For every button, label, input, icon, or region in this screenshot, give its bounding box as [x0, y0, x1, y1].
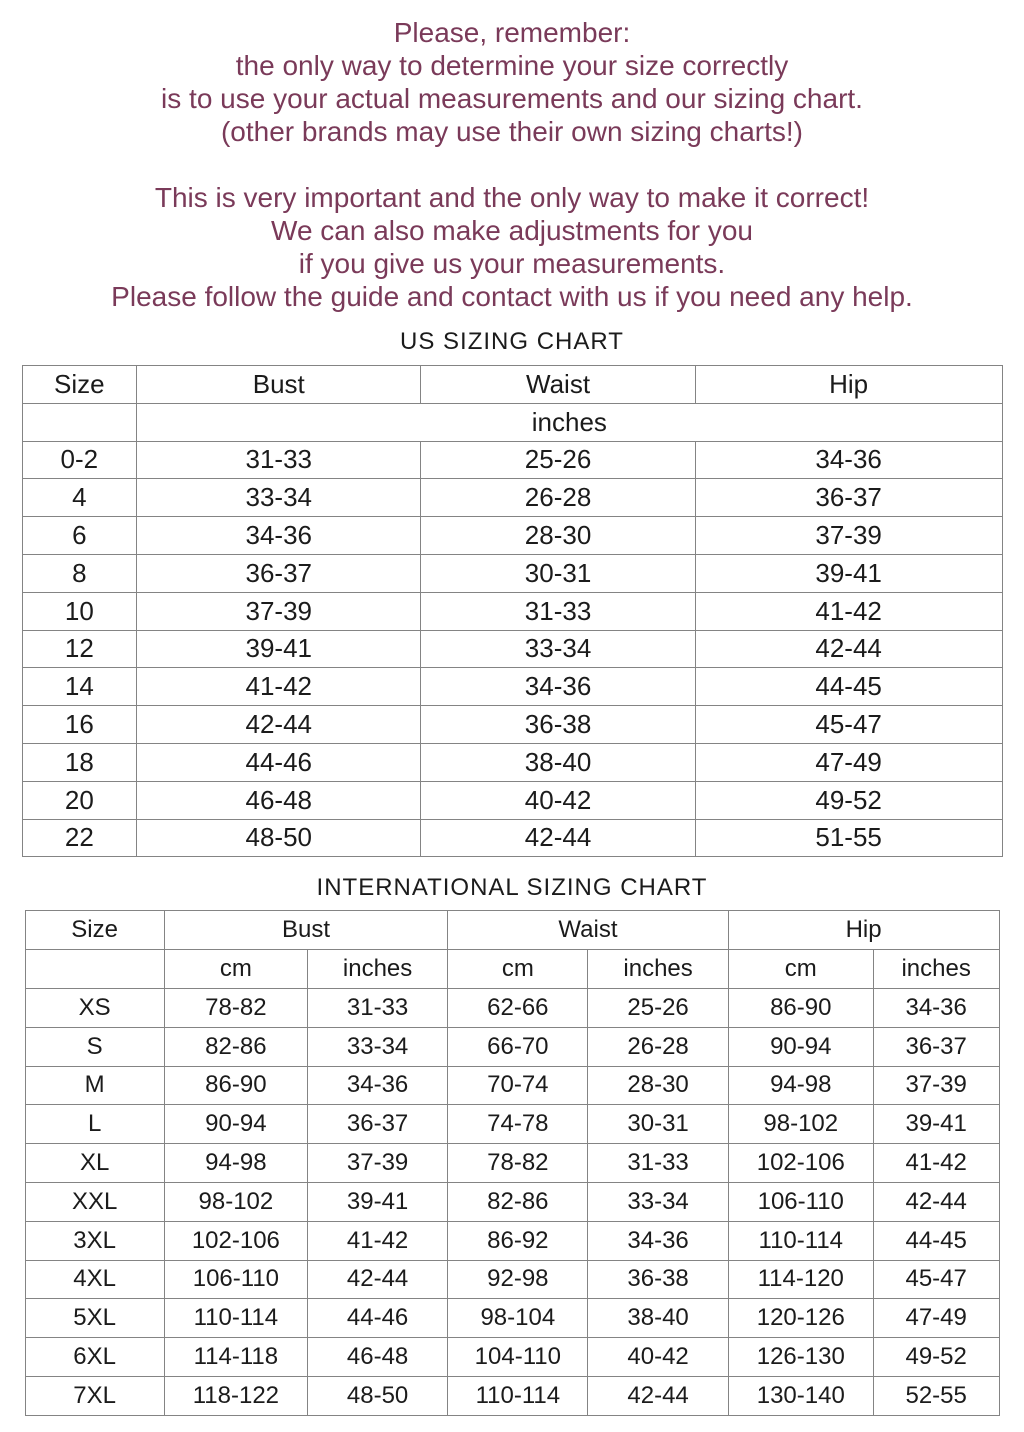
measurement-cell: 45-47: [695, 706, 1002, 744]
measurement-cell: 110-114: [448, 1376, 588, 1415]
measurement-cell: 86-90: [728, 988, 873, 1027]
us-sizing-table: [22, 365, 1003, 857]
measurement-cell: 33-34: [137, 479, 421, 517]
size-cell: 6XL: [25, 1338, 164, 1377]
measurement-cell: 110-114: [728, 1221, 873, 1260]
size-cell: 8: [22, 554, 137, 592]
size-cell: 22: [22, 819, 137, 857]
measurement-cell: 31-33: [137, 441, 421, 479]
measurement-cell: 36-37: [695, 479, 1002, 517]
measurement-cell: 33-34: [307, 1027, 447, 1066]
measurement-cell: 38-40: [588, 1299, 728, 1338]
measurement-cell: 38-40: [421, 743, 695, 781]
measurement-cell: 36-38: [588, 1260, 728, 1299]
size-cell: 14: [22, 668, 137, 706]
intro-line: This is very important and the only way to make it correct!: [154, 182, 870, 213]
measurement-cell: 49-52: [873, 1338, 999, 1377]
measurement-cell: 70-74: [448, 1066, 588, 1105]
column-header-bust: Bust: [137, 366, 421, 404]
measurement-cell: 48-50: [137, 819, 421, 857]
measurement-cell: 44-45: [873, 1221, 999, 1260]
measurement-cell: 42-44: [307, 1260, 447, 1299]
table-row: [22, 479, 1002, 517]
table-row: [25, 1027, 999, 1066]
intl-table-body: [25, 988, 999, 1415]
table-row: [25, 1144, 999, 1183]
measurement-cell: 36-37: [137, 554, 421, 592]
intro-line: is to use your actual measurements and our sizing chart.: [161, 83, 863, 114]
size-cell: M: [25, 1066, 164, 1105]
us-chart-title: US SIZING CHART: [400, 328, 624, 355]
us-table-header: [22, 366, 1002, 442]
measurement-cell: 42-44: [873, 1182, 999, 1221]
measurement-cell: 45-47: [873, 1260, 999, 1299]
intro-paragraph-2: [0, 181, 1024, 313]
units-cell-waist-inches: inches: [588, 950, 728, 989]
measurement-cell: 34-36: [307, 1066, 447, 1105]
header-row: [22, 366, 1002, 404]
column-header-size: Size: [25, 911, 164, 950]
table-row: [22, 819, 1002, 857]
measurement-cell: 44-46: [307, 1299, 447, 1338]
table-row: [25, 1182, 999, 1221]
units-cell-hip-cm: cm: [728, 950, 873, 989]
measurement-cell: 40-42: [588, 1338, 728, 1377]
measurement-cell: 44-46: [137, 743, 421, 781]
intl-sizing-table: [25, 910, 1000, 1415]
size-cell: 12: [22, 630, 137, 668]
size-cell: 5XL: [25, 1299, 164, 1338]
size-cell: XS: [25, 988, 164, 1027]
measurement-cell: 26-28: [588, 1027, 728, 1066]
units-cell-bust-cm: cm: [164, 950, 307, 989]
measurement-cell: 78-82: [164, 988, 307, 1027]
table-row: [22, 743, 1002, 781]
table-row: [22, 668, 1002, 706]
table-row: [22, 706, 1002, 744]
table-row: [25, 1066, 999, 1105]
measurement-cell: 37-39: [695, 517, 1002, 555]
measurement-cell: 31-33: [307, 988, 447, 1027]
measurement-cell: 42-44: [137, 706, 421, 744]
measurement-cell: 48-50: [307, 1376, 447, 1415]
column-header-hip: Hip: [728, 911, 999, 950]
table-row: [25, 1221, 999, 1260]
units-row: [22, 403, 1002, 441]
measurement-cell: 41-42: [307, 1221, 447, 1260]
intro-line: Please, remember:: [393, 17, 631, 48]
size-cell: XL: [25, 1144, 164, 1183]
measurement-cell: 47-49: [873, 1299, 999, 1338]
measurement-cell: 46-48: [307, 1338, 447, 1377]
column-header-hip: Hip: [695, 366, 1002, 404]
measurement-cell: 98-102: [728, 1105, 873, 1144]
measurement-cell: 25-26: [588, 988, 728, 1027]
measurement-cell: 30-31: [421, 554, 695, 592]
intl-chart-title: INTERNATIONAL SIZING CHART: [316, 874, 708, 902]
measurement-cell: 106-110: [728, 1182, 873, 1221]
units-cell: inches: [137, 403, 1002, 441]
measurement-cell: 37-39: [873, 1066, 999, 1105]
intro-line: the only way to determine your size correctly: [235, 50, 789, 81]
measurement-cell: 49-52: [695, 781, 1002, 819]
measurement-cell: 39-41: [873, 1105, 999, 1144]
measurement-cell: 78-82: [448, 1144, 588, 1183]
measurement-cell: 42-44: [421, 819, 695, 857]
measurement-cell: 120-126: [728, 1299, 873, 1338]
measurement-cell: 34-36: [588, 1221, 728, 1260]
measurement-cell: 98-104: [448, 1299, 588, 1338]
measurement-cell: 41-42: [137, 668, 421, 706]
size-cell: 3XL: [25, 1221, 164, 1260]
table-row: [22, 781, 1002, 819]
measurement-cell: 94-98: [728, 1066, 873, 1105]
measurement-cell: 82-86: [448, 1182, 588, 1221]
measurement-cell: 47-49: [695, 743, 1002, 781]
measurement-cell: 39-41: [307, 1182, 447, 1221]
measurement-cell: 114-118: [164, 1338, 307, 1377]
column-header-waist: Waist: [448, 911, 729, 950]
intro-line: Please follow the guide and contact with us if you need any help.: [111, 281, 913, 312]
measurement-cell: 98-102: [164, 1182, 307, 1221]
measurement-cell: 106-110: [164, 1260, 307, 1299]
measurement-cell: 37-39: [307, 1144, 447, 1183]
intro-line: if you give us your measurements.: [298, 248, 726, 279]
measurement-cell: 66-70: [448, 1027, 588, 1066]
measurement-cell: 34-36: [137, 517, 421, 555]
size-cell: 16: [22, 706, 137, 744]
units-cell-bust-inches: inches: [307, 950, 447, 989]
measurement-cell: 40-42: [421, 781, 695, 819]
table-row: [22, 517, 1002, 555]
measurement-cell: 31-33: [588, 1144, 728, 1183]
measurement-cell: 28-30: [421, 517, 695, 555]
measurement-cell: 130-140: [728, 1376, 873, 1415]
measurement-cell: 126-130: [728, 1338, 873, 1377]
intro-paragraph-1: [0, 16, 1024, 148]
measurement-cell: 92-98: [448, 1260, 588, 1299]
table-row: [25, 1299, 999, 1338]
measurement-cell: 41-42: [695, 592, 1002, 630]
size-cell: 20: [22, 781, 137, 819]
measurement-cell: 110-114: [164, 1299, 307, 1338]
units-row: [25, 950, 999, 989]
measurement-cell: 39-41: [695, 554, 1002, 592]
measurement-cell: 90-94: [164, 1105, 307, 1144]
table-row: [25, 1376, 999, 1415]
measurement-cell: 42-44: [695, 630, 1002, 668]
empty-cell: [22, 403, 137, 441]
us-table-body: [22, 441, 1002, 857]
measurement-cell: 51-55: [695, 819, 1002, 857]
measurement-cell: 30-31: [588, 1105, 728, 1144]
column-header-waist: Waist: [421, 366, 695, 404]
measurement-cell: 52-55: [873, 1376, 999, 1415]
measurement-cell: 102-106: [164, 1221, 307, 1260]
size-cell: 4: [22, 479, 137, 517]
measurement-cell: 41-42: [873, 1144, 999, 1183]
header-row: [25, 911, 999, 950]
measurement-cell: 39-41: [137, 630, 421, 668]
measurement-cell: 42-44: [588, 1376, 728, 1415]
measurement-cell: 104-110: [448, 1338, 588, 1377]
measurement-cell: 34-36: [421, 668, 695, 706]
size-cell: 10: [22, 592, 137, 630]
measurement-cell: 36-37: [307, 1105, 447, 1144]
table-row: [25, 1260, 999, 1299]
measurement-cell: 114-120: [728, 1260, 873, 1299]
table-row: [22, 554, 1002, 592]
table-row: [22, 592, 1002, 630]
measurement-cell: 36-37: [873, 1027, 999, 1066]
table-row: [25, 988, 999, 1027]
measurement-cell: 36-38: [421, 706, 695, 744]
measurement-cell: 86-90: [164, 1066, 307, 1105]
measurement-cell: 34-36: [873, 988, 999, 1027]
measurement-cell: 25-26: [421, 441, 695, 479]
size-cell: L: [25, 1105, 164, 1144]
measurement-cell: 74-78: [448, 1105, 588, 1144]
measurement-cell: 34-36: [695, 441, 1002, 479]
measurement-cell: 82-86: [164, 1027, 307, 1066]
table-row: [22, 630, 1002, 668]
intl-table-header: [25, 911, 999, 989]
measurement-cell: 37-39: [137, 592, 421, 630]
size-cell: S: [25, 1027, 164, 1066]
column-header-bust: Bust: [164, 911, 447, 950]
measurement-cell: 94-98: [164, 1144, 307, 1183]
size-cell: 18: [22, 743, 137, 781]
measurement-cell: 86-92: [448, 1221, 588, 1260]
measurement-cell: 31-33: [421, 592, 695, 630]
size-cell: 7XL: [25, 1376, 164, 1415]
measurement-cell: 28-30: [588, 1066, 728, 1105]
table-row: [25, 1105, 999, 1144]
size-cell: 0-2: [22, 441, 137, 479]
size-cell: XXL: [25, 1182, 164, 1221]
measurement-cell: 102-106: [728, 1144, 873, 1183]
units-cell-hip-inches: inches: [873, 950, 999, 989]
table-row: [22, 441, 1002, 479]
column-header-size: Size: [22, 366, 137, 404]
size-cell: 6: [22, 517, 137, 555]
empty-cell: [25, 950, 164, 989]
table-row: [25, 1338, 999, 1377]
measurement-cell: 118-122: [164, 1376, 307, 1415]
measurement-cell: 46-48: [137, 781, 421, 819]
measurement-cell: 62-66: [448, 988, 588, 1027]
intro-line: (other brands may use their own sizing charts!): [220, 116, 804, 147]
size-cell: 4XL: [25, 1260, 164, 1299]
units-cell-waist-cm: cm: [448, 950, 588, 989]
measurement-cell: 90-94: [728, 1027, 873, 1066]
intro-line: We can also make adjustments for you: [271, 215, 753, 246]
measurement-cell: 26-28: [421, 479, 695, 517]
measurement-cell: 44-45: [695, 668, 1002, 706]
measurement-cell: 33-34: [421, 630, 695, 668]
measurement-cell: 33-34: [588, 1182, 728, 1221]
intro-text: [0, 0, 1024, 313]
